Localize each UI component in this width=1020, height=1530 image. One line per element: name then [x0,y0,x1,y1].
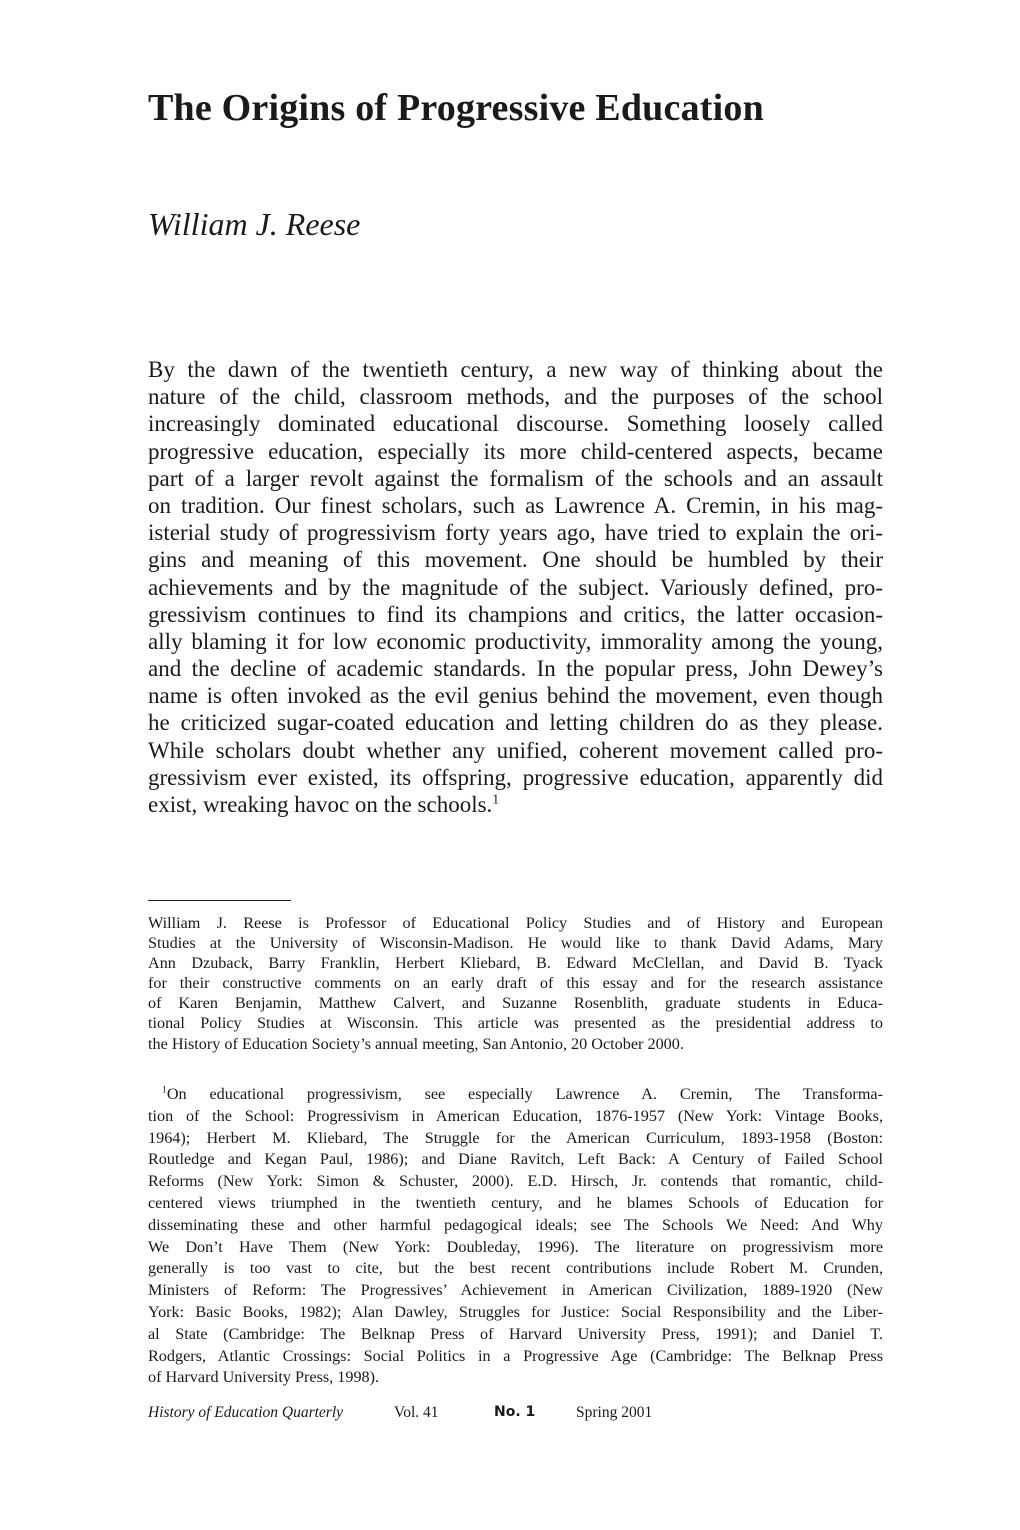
footnote-divider [148,900,291,901]
footnote-line: Ministers of Reform: The Progressives’ Achievement in American Civilization, 1889-1920 (New [148,1281,883,1300]
body-line-last [148,791,883,818]
footnote-line-text: On educational progressivism, see especially Lawrence A. Cremin, The Transforma- [166,1085,883,1103]
body-line: part of a larger revolt against the formalism of the schools and an assault [148,465,883,491]
footnote-line: generally is too vast to cite, but the best recent contributions include Robert M. Crunden, [148,1259,883,1278]
footnote-reference[interactable]: 1 [492,791,500,807]
article-title: The Origins of Progressive Education [148,87,764,129]
author-note-line: of Karen Benjamin, Matthew Calvert, and Suzanne Rosenblith, graduate students in Educa- [148,994,883,1013]
footnote-line: We Don’t Have Them (New York: Doubleday, 1996). The literature on progressivism more [148,1237,883,1256]
author-note-line: for their constructive comments on an early draft of this essay and for the research assistance [148,974,883,993]
body-line: nature of the child, classroom methods, and the purposes of the school [148,384,883,410]
body-line: isterial study of progressivism forty years ago, have tried to explain the ori- [148,520,883,546]
footnote-1 [148,1084,883,1389]
footnote-line: York: Basic Books, 1982); Alan Dawley, Struggles for Justice: Social Responsibility and the Liber- [148,1302,883,1321]
body-line: gressivism ever existed, its offspring, progressive education, apparently did [148,764,883,790]
author-note-line: the History of Education Society’s annual meeting, San Antonio, 20 October 2000. [148,1034,684,1053]
footer-journal-name: History of Education Quarterly [148,1404,344,1421]
footnote-line: Reforms (New York: Simon & Schuster, 2000). E.D. Hirsch, Jr. contends that romantic, child- [148,1172,883,1191]
body-line: achievements and by the magnitude of the subject. Variously defined, pro- [148,574,883,600]
footer-volume: Vol. 41 [394,1404,439,1421]
body-line: increasingly dominated educational discourse. Something loosely called [148,411,883,437]
author-note-line: tional Policy Studies at Wisconsin. This article was presented as the presidential address to [148,1014,883,1033]
body-line: gins and meaning of this movement. One should be humbled by their [148,547,883,573]
body-line: gressivism continues to find its champions and critics, the latter occasion- [148,601,883,627]
author-note-line: Studies at the University of Wisconsin-Madison. He would like to thank David Adams, Mary [148,934,883,953]
author-note-line: William J. Reese is Professor of Educational Policy Studies and of History and European [148,914,883,932]
footnote-marker: 1 [162,1084,167,1096]
footnote-line: Rodgers, Atlantic Crossings: Social Politics in a Progressive Age (Cambridge: The Belknap Press [148,1346,883,1365]
body-paragraph [148,356,883,818]
footnote-line: centered views triumphed in the twentieth century, and he blames Schools of Education for [148,1193,883,1212]
body-line: he criticized sugar-coated education and letting children do as they please. [148,710,883,736]
body-line: on tradition. Our finest scholars, such as Lawrence A. Cremin, in his mag- [148,492,883,518]
body-line: By the dawn of the twentieth century, a new way of thinking about the [148,357,883,382]
body-line: progressive education, especially its more child-centered aspects, became [148,438,883,464]
footnote-line: disseminating these and other harmful pedagogical ideals; see The Schools We Need: And Why [148,1215,883,1234]
footnote-line: tion of the School: Progressivism in American Education, 1876-1957 (New York: Vintage Books, [148,1106,883,1125]
body-line-text: exist, wreaking havoc on the schools. [148,792,493,817]
footnote-line: of Harvard University Press, 1998). [148,1368,380,1387]
body-line: name is often invoked as the evil genius behind the movement, even though [148,683,883,709]
footnote-line-first [148,1084,883,1106]
author-note [148,913,883,1054]
body-line: and the decline of academic standards. In the popular press, John Dewey’s [148,656,883,682]
body-line: ally blaming it for low economic productivity, immorality among the young, [148,628,883,654]
footnote-line: Routledge and Kegan Paul, 1986); and Diane Ravitch, Left Back: A Century of Failed School [148,1150,883,1169]
author-note-line: Ann Dzuback, Barry Franklin, Herbert Kliebard, B. Edward McClellan, and David B. Tyack [148,954,883,973]
body-line: While scholars doubt whether any unified, coherent movement called pro- [148,737,883,763]
article-author: William J. Reese [148,206,361,242]
footnote-line: al State (Cambridge: The Belknap Press of Harvard University Press, 1991); and Daniel T. [148,1324,883,1343]
footnote-line: 1964); Herbert M. Kliebard, The Struggle for the American Curriculum, 1893-1958 (Boston: [148,1128,883,1147]
footer-season: Spring 2001 [576,1404,653,1421]
footer-issue-number: No. 1 [494,1404,536,1420]
